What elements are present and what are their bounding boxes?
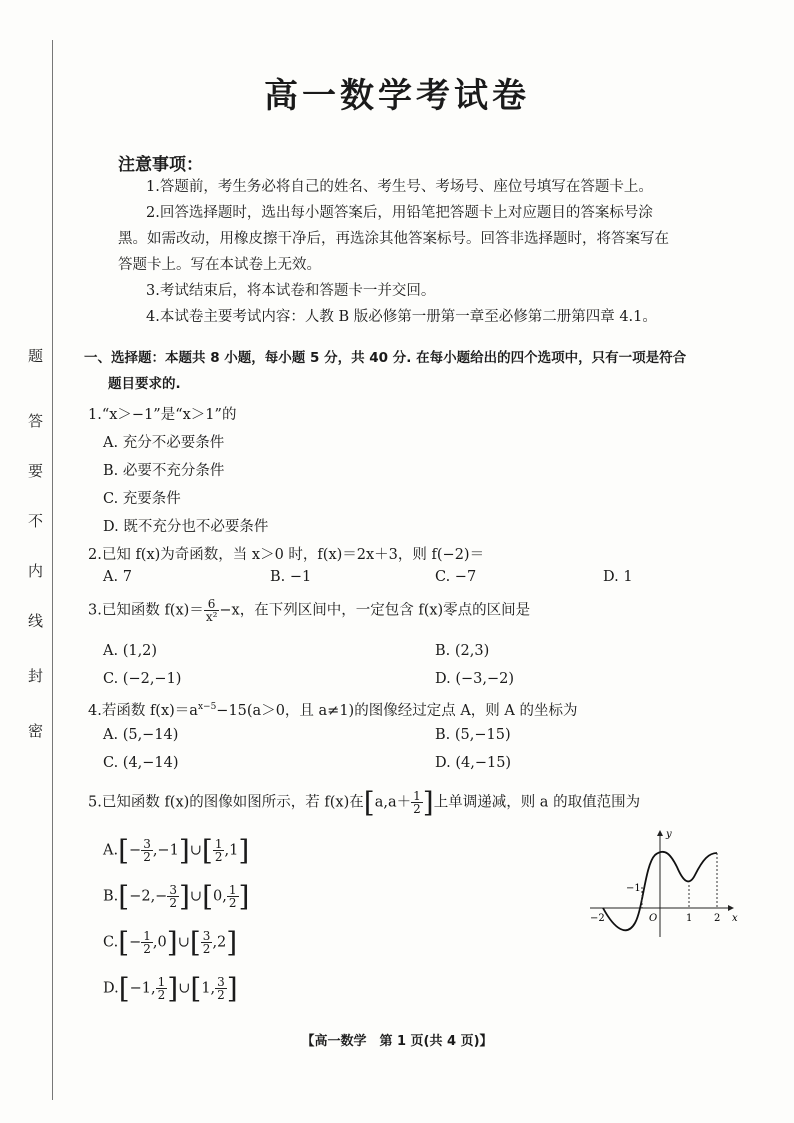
frac-num: 3 [143,837,151,851]
q4-stem-b: −15(a＞0，且 a≠1)的图像经过定点 A，则 A 的坐标为 [216,703,578,719]
q1-option-a: A. 充分不必要条件 [103,435,225,451]
opt-frac [167,884,179,909]
frac-den: 2 [143,942,151,956]
q5-interval: a,a＋ [374,794,412,811]
q3-option-d: D. (−3,−2) [435,671,514,687]
opt-text: 1, [201,980,216,997]
question-2: 2.已知 f(x)为奇函数，当 x＞0 时，f(x)＝2x＋3，则 f(−2)＝ [88,547,485,563]
frac-den: 2 [143,850,151,864]
q3-stem-b: −x，在下列区间中，一定包含 f(x)零点的区间是 [219,602,531,619]
binding-char: 内 [28,562,44,580]
origin-label: O [649,913,658,924]
notice-line: 1.答题前，考生务必将自己的姓名、考生号、考场号、座位号填写在答题卡上。 [146,179,653,195]
frac-num: 1 [214,837,223,851]
option-label: B. [103,888,119,905]
q5-stem-a: 5.已知函数 f(x)的图像如图所示，若 f(x)在 [88,794,364,811]
binding-char: 密 [28,722,44,740]
frac-den: 2 [413,802,421,816]
binding-char: 封 [28,667,44,685]
q3-fraction [204,598,220,623]
q3-stem-a: 3.已知函数 f(x)＝ [88,602,204,619]
opt-frac [156,976,168,1001]
question-1: 1.“x＞−1”是“x＞1”的 [88,407,237,423]
union-symbol: ∪ [177,934,190,951]
q2-option-b: B. −1 [270,569,312,585]
notice-line: 4.本试卷主要考试内容：人教 B 版必修第一册第一章至必修第二册第四章 4.1。 [146,309,657,325]
q3-option-a: A. (1,2) [103,643,158,659]
function-graph [585,825,745,940]
q5-interval-frac [411,790,423,815]
q3-frac-den: x² [205,610,218,624]
notice-line: 答题卡上。写在本试卷上无效。 [118,257,321,273]
q1-option-b: B. 必要不充分条件 [103,463,225,479]
option-label: D. [103,980,119,997]
opt-frac [141,930,153,955]
q5-option-c: C.[− $\frac{1}{2}$ ,0]∪[ $\frac{3}{2}$ ,2] [103,926,238,959]
q4-exponent: x−5 [197,702,217,713]
frac-num: 1 [228,883,237,897]
tick-label: −1 [626,883,641,894]
frac-den: 2 [217,988,225,1002]
frac-den: 2 [202,942,211,956]
binding-char: 要 [28,462,44,480]
opt-text: ,−1 [152,842,179,859]
binding-char: 线 [28,612,44,630]
question-4 [88,699,577,720]
frac-num: 3 [217,975,225,989]
frac-den: 2 [214,850,223,864]
opt-text: −2,− [129,888,168,905]
frac-num: 3 [169,883,177,897]
q2-option-c: C. −7 [435,569,477,585]
frac-den: 2 [169,896,177,910]
union-symbol: ∪ [189,888,203,905]
option-label: C. [103,934,119,951]
opt-frac [215,976,227,1001]
opt-frac [227,884,239,909]
binding-char: 不 [28,512,44,530]
tick-label: 2 [714,913,721,924]
opt-text: − [129,842,142,859]
notice-line: 2.回答选择题时，选出每小题答案后，用铅笔把答题卡上对应题目的答案标号涂 [146,205,653,221]
union-symbol: ∪ [178,980,191,997]
q4-option-d: D. (4,−15) [435,755,512,771]
notice-line: 黑。如需改动，用橡皮擦干净后，再选涂其他答案标号。回答非选择题时，将答案写在 [118,231,669,247]
q1-option-c: C. 充要条件 [103,491,181,507]
q4-option-a: A. (5,−14) [103,727,179,743]
q5-option-b: B.[−2,− $\frac{3}{2}$ ]∪[0, $\frac{1}{2}$ ] [103,880,250,913]
notice-heading: 注意事项： [118,155,203,175]
union-symbol: ∪ [189,842,202,859]
page-title: 高一数学考试卷 [264,76,530,116]
binding-char: 题 [28,347,44,365]
question-3 [88,598,530,623]
q5-option-a: A.[− $\frac{3}{2}$ ,−1]∪[ $\frac{1}{2}$ ,1] [103,834,250,867]
notice-line: 3.考试结束后，将本试卷和答题卡一并交回。 [146,283,436,299]
q3-option-b: B. (2,3) [435,643,490,659]
opt-text: 0, [213,888,227,905]
q5-stem-b: 上单调递减，则 a 的取值范围为 [433,794,641,811]
q4-stem-a: 4.若函数 f(x)＝a [88,703,198,719]
opt-text: −1, [129,980,156,997]
q1-option-d: D. 既不充分也不必要条件 [103,519,269,535]
q2-option-d: D. 1 [603,569,633,585]
q3-frac-num: 6 [204,598,220,611]
frac-num: 3 [202,929,211,943]
q3-option-c: C. (−2,−1) [103,671,182,687]
opt-frac [213,838,225,863]
q4-option-c: C. (4,−14) [103,755,179,771]
frac-num: 1 [157,975,166,989]
opt-text: ,1 [224,842,239,859]
opt-frac [141,838,153,863]
question-5: 5.已知函数 f(x)的图像如图所示，若 f(x)在[a,a＋ $\frac{1}{2}$ ]上单调递减，则 a 的取值范围为 [88,786,641,819]
frac-num: 1 [143,929,151,943]
frac-den: 2 [228,896,237,910]
x-label: x [732,913,738,924]
opt-frac [201,930,213,955]
tick-label: −2 [590,913,605,924]
q5-option-d: D.[−1, $\frac{1}{2}$ ]∪[1, $\frac{3}{2}$ ] [103,972,238,1005]
opt-text: ,0 [152,934,167,951]
opt-text: ,2 [212,934,227,951]
binding-char: 答 [28,412,44,430]
opt-text: − [129,934,142,951]
tick-label: 1 [686,913,693,924]
frac-den: 2 [157,988,166,1002]
y-label: y [666,829,672,840]
section-heading-cont: 题目要求的. [108,376,181,392]
page-footer: 【高一数学 第 1 页(共 4 页)】 [301,1034,493,1049]
frac-num: 1 [413,789,421,803]
q4-option-b: B. (5,−15) [435,727,511,743]
section-heading: 一、选择题：本题共 8 小题，每小题 5 分，共 40 分. 在每小题给出的四个选项中，只有一项是符合 [84,350,687,366]
binding-line [52,40,53,1100]
q2-option-a: A. 7 [103,569,132,585]
option-label: A. [103,842,119,859]
